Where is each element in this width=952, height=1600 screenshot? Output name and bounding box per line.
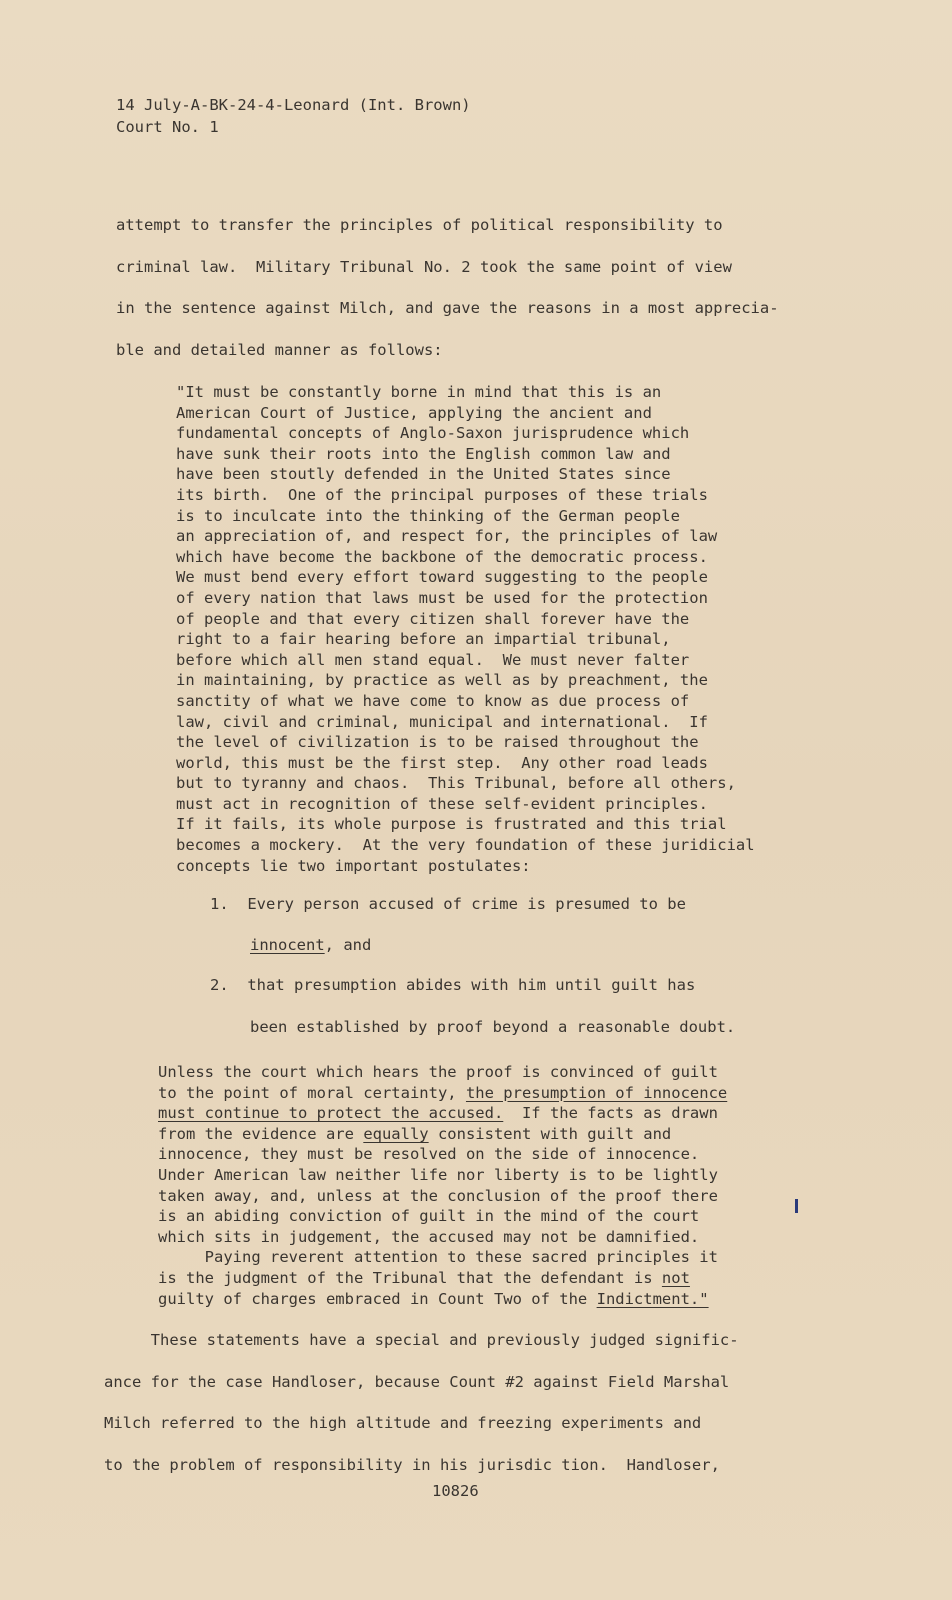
underlined-text: not (661, 1268, 690, 1287)
closing-line: Under American law neither life nor liberty is to be lightly (158, 1165, 718, 1184)
postulate-2 (210, 976, 695, 994)
quote-line: but to tyranny and chaos. This Tribunal, before all others, (176, 774, 736, 793)
closing-text: If the facts as drawn (503, 1104, 718, 1123)
trailing-line: These statements have a special and previously judged signific- (104, 1331, 739, 1349)
quote-line: have sunk their roots into the English common law and (176, 444, 671, 463)
closing-line: taken away, and, unless at the conclusion of the proof there (158, 1186, 718, 1205)
closing-text: guilty of charges embraced in Count Two of the (158, 1289, 597, 1308)
quote-line: American Court of Justice, applying the ancient and (176, 403, 652, 422)
document-header (116, 94, 471, 138)
postulate-number: 2. (210, 976, 229, 994)
quote-line: have been stoutly defended in the United States since (176, 465, 671, 484)
quote-line: becomes a mockery. At the very foundation of these juridicial (176, 836, 755, 855)
quote-line: sanctity of what we have come to know as due process of (176, 691, 690, 710)
quote-line: law, civil and criminal, municipal and international. If (176, 712, 708, 731)
quote-line: fundamental concepts of Anglo-Saxon jurisprudence which (176, 424, 690, 443)
postulate-text: Every person accused of crime is presumed to be (247, 895, 686, 913)
closing-line (158, 1083, 727, 1104)
body-line: attempt to transfer the principles of political responsibility to (116, 216, 723, 234)
underlined-text: must continue to protect the accused. (158, 1104, 504, 1123)
quote-line: an appreciation of, and respect for, the principles of law (176, 527, 718, 546)
reference-line: 14 July-A-BK-24-4-Leonard (Int. Brown) (116, 96, 471, 114)
page-number: 10826 (432, 1482, 479, 1500)
closing-line: innocence, they must be resolved on the side of innocence. (158, 1145, 700, 1164)
quote-line: If it fails, its whole purpose is frustrated and this trial (176, 815, 727, 834)
postulate-1 (210, 895, 686, 913)
quote-line: world, this must be the first step. Any other road leads (176, 753, 708, 772)
closing-line: is an abiding conviction of guilt in the mind of the court (158, 1207, 700, 1226)
closing-line: Unless the court which hears the proof is convinced of guilt (158, 1063, 718, 1081)
quote-line: of every nation that laws must be used for the protection (176, 588, 708, 607)
postulate-1-continued (250, 936, 371, 954)
quote-line: which have become the backbone of the democratic process. (176, 547, 708, 566)
quote-line: concepts lie two important postulates: (176, 856, 531, 875)
trailing-paragraph (104, 1331, 739, 1497)
postulate-text: that presumption abides with him until guilt has (247, 976, 696, 994)
quote-line: is to inculcate into the thinking of the German people (176, 506, 680, 525)
body-line: in the sentence against Milch, and gave the reasons in a most apprecia- (116, 299, 779, 317)
postulate-text: , and (324, 936, 372, 954)
quote-line: of people and that every citizen shall forever have the (176, 609, 690, 628)
quote-line: in maintaining, by practice as well as by preachment, the (176, 671, 708, 690)
underlined-text: Indictment." (596, 1289, 709, 1308)
underlined-text: equally (363, 1124, 429, 1143)
quote-line: "It must be constantly borne in mind that this is an (176, 383, 662, 401)
closing-line: Paying reverent attention to these sacred principles it (158, 1248, 718, 1267)
underlined-text: the presumption of innocence (465, 1083, 728, 1102)
quote-line: must act in recognition of these self-evident principles. (176, 794, 708, 813)
closing-line: which sits in judgement, the accused may not be damnified. (158, 1227, 700, 1246)
quote-line: its birth. One of the principal purposes of these trials (176, 485, 708, 504)
quote-line: We must bend every effort toward suggesting to the people (176, 568, 708, 587)
closing-paragraph (158, 1062, 727, 1309)
block-quote (176, 382, 755, 876)
closing-line (158, 1103, 727, 1124)
closing-text: from the evidence are (158, 1124, 364, 1143)
body-line: criminal law. Military Tribunal No. 2 took the same point of view (116, 257, 732, 276)
closing-text: is the judgment of the Tribunal that the defendant is (158, 1268, 662, 1287)
closing-text: to the point of moral certainty, (158, 1083, 466, 1102)
quote-line: the level of civilization is to be raised throughout the (176, 733, 699, 752)
closing-line (158, 1124, 727, 1145)
trailing-line: to the problem of responsibility in his jurisdic tion. Handloser, (104, 1455, 720, 1474)
quote-line: right to a fair hearing before an impartial tribunal, (176, 630, 671, 649)
postulate-number: 1. (210, 895, 229, 913)
closing-text: consistent with guilt and (428, 1124, 672, 1143)
underlined-word: innocent (250, 936, 325, 954)
postulate-2-continued: been established by proof beyond a reasonable doubt. (250, 1018, 736, 1036)
closing-line (158, 1289, 727, 1310)
trailing-line: ance for the case Handloser, because Count #2 against Field Marshal (104, 1372, 730, 1391)
body-line: ble and detailed manner as follows: (116, 340, 443, 359)
closing-line (158, 1268, 727, 1289)
pen-mark (795, 1199, 798, 1213)
quote-line: before which all men stand equal. We must never falter (176, 650, 690, 669)
court-line: Court No. 1 (116, 118, 219, 136)
trailing-line: Milch referred to the high altitude and freezing experiments and (104, 1414, 702, 1432)
body-paragraph (116, 216, 779, 382)
